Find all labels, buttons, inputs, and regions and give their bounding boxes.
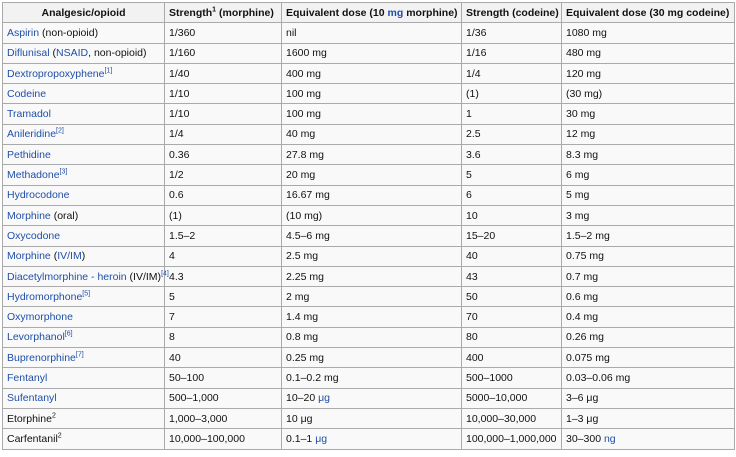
cell-text: 70 <box>466 311 478 324</box>
citation-footnote[interactable]: [2] <box>56 127 64 135</box>
drug-link[interactable]: Hydromorphone <box>7 290 83 303</box>
strength-codeine-cell <box>462 368 562 388</box>
citation-footnote: 2 <box>57 432 62 440</box>
strength-morphine-cell <box>165 429 282 449</box>
cell-text: 40 mg <box>286 128 316 141</box>
cell-text: (1) <box>466 87 479 100</box>
strength-codeine-cell <box>462 246 562 266</box>
header-dose-codeine-label: Equivalent dose (30 mg codeine) <box>566 6 730 19</box>
dose-morphine-cell <box>282 348 462 368</box>
drug-link[interactable]: Oxycodone <box>7 229 61 242</box>
strength-codeine-cell <box>462 307 562 327</box>
table-row <box>3 205 735 225</box>
cell-text: 1/36 <box>466 26 487 39</box>
header-analgesic <box>3 3 165 23</box>
cell-text: 20 mg <box>286 169 316 182</box>
dose-codeine-cell <box>562 84 735 104</box>
strength-codeine-cell <box>462 205 562 225</box>
drug-link[interactable]: Fentanyl <box>7 371 48 384</box>
dose-morphine-cell <box>282 205 462 225</box>
cell-text: 8 <box>169 331 175 344</box>
citation-footnote: 2 <box>51 412 56 420</box>
strength-codeine-cell <box>462 266 562 286</box>
table-row <box>3 368 735 388</box>
drug-link[interactable]: Pethidine <box>7 148 51 161</box>
dose-codeine-cell <box>562 388 735 408</box>
dose-codeine-cell <box>562 165 735 185</box>
dose-morphine-cell <box>282 124 462 144</box>
dose-codeine-cell <box>562 43 735 63</box>
strength-codeine-cell <box>462 388 562 408</box>
table-row <box>3 226 735 246</box>
cell-text: 3 mg <box>566 209 590 222</box>
cell-text: 0.6 <box>169 189 184 202</box>
header-strength-suffix: (morphine) <box>216 6 274 19</box>
dose-morphine-cell <box>282 226 462 246</box>
cell-text: 0.075 mg <box>566 351 610 364</box>
dose-codeine-cell <box>562 246 735 266</box>
cell-text: 50 <box>466 290 478 303</box>
strength-codeine-cell <box>462 124 562 144</box>
cell-text: 0.25 mg <box>286 351 324 364</box>
strength-codeine-cell <box>462 104 562 124</box>
strength-codeine-cell <box>462 327 562 347</box>
cell-text: 80 <box>466 331 478 344</box>
table-row <box>3 429 735 449</box>
cell-text: 0.7 mg <box>566 270 599 283</box>
analgesic-cell <box>3 368 165 388</box>
table-row <box>3 327 735 347</box>
drug-link[interactable]: Hydrocodone <box>7 189 70 202</box>
cell-text: 3.6 <box>466 148 481 161</box>
analgesic-cell <box>3 408 165 428</box>
cell-text: Carfentanil <box>7 432 58 445</box>
analgesic-cell <box>3 226 165 246</box>
strength-codeine-cell <box>462 145 562 165</box>
cell-text: 400 mg <box>286 67 322 80</box>
cell-text: (30 mg) <box>566 87 603 100</box>
unit-link[interactable]: μg <box>315 432 328 445</box>
drug-link[interactable]: Morphine <box>7 250 51 263</box>
strength-codeine-cell <box>462 43 562 63</box>
dose-codeine-cell <box>562 266 735 286</box>
table-row <box>3 104 735 124</box>
strength-codeine-cell <box>462 226 562 246</box>
analgesic-cell <box>3 348 165 368</box>
cell-text: 0.8 mg <box>286 331 319 344</box>
cell-text: 12 mg <box>566 128 596 141</box>
header-analgesic-label: Analgesic/opioid <box>41 6 126 19</box>
citation-footnote[interactable]: [1] <box>104 67 113 75</box>
cell-text: 30–300 <box>566 432 604 445</box>
citation-footnote[interactable]: [4] <box>161 270 169 277</box>
strength-morphine-cell <box>165 348 282 368</box>
dose-codeine-cell <box>562 185 735 205</box>
dose-codeine-cell <box>562 327 735 347</box>
strength-morphine-cell <box>165 43 282 63</box>
citation-footnote[interactable]: [7] <box>75 351 84 359</box>
drug-link[interactable]: NSAID <box>56 47 89 60</box>
strength-codeine-cell <box>462 408 562 428</box>
analgesic-cell <box>3 246 165 266</box>
cell-text: 500–1,000 <box>169 392 219 405</box>
strength-morphine-cell <box>165 145 282 165</box>
strength-morphine-cell <box>165 307 282 327</box>
cell-text: 100 mg <box>286 87 322 100</box>
table-row <box>3 388 735 408</box>
analgesic-cell <box>3 23 165 43</box>
cell-text: (10 mg) <box>286 209 323 222</box>
dose-codeine-cell <box>562 23 735 43</box>
strength-morphine-cell <box>165 185 282 205</box>
drug-link[interactable]: Tramadol <box>7 108 51 121</box>
dose-morphine-cell <box>282 429 462 449</box>
cell-text: 0.1–1 <box>286 432 316 445</box>
strength-codeine-cell <box>462 63 562 83</box>
dose-codeine-cell <box>562 348 735 368</box>
header-dose-codeine <box>562 3 735 23</box>
dose-codeine-cell <box>562 124 735 144</box>
strength-codeine-cell <box>462 165 562 185</box>
cell-text: 0.6 mg <box>566 290 599 303</box>
table-row <box>3 124 735 144</box>
strength-morphine-cell <box>165 368 282 388</box>
citation-footnote[interactable]: [6] <box>64 330 73 338</box>
dose-codeine-cell <box>562 429 735 449</box>
cell-text: 27.8 mg <box>286 148 324 161</box>
analgesic-cell <box>3 388 165 408</box>
analgesic-cell <box>3 43 165 63</box>
dose-codeine-cell <box>562 205 735 225</box>
dose-morphine-cell <box>282 287 462 307</box>
drug-link[interactable]: Diflunisal <box>7 47 50 60</box>
strength-codeine-cell <box>462 287 562 307</box>
analgesic-cell <box>3 165 165 185</box>
cell-text: 2 mg <box>286 290 310 303</box>
cell-text: 1080 mg <box>566 26 607 39</box>
dose-morphine-cell <box>282 327 462 347</box>
header-dose-prefix: Equivalent dose (10 <box>286 6 388 19</box>
analgesic-cell <box>3 145 165 165</box>
table-row <box>3 408 735 428</box>
drug-link[interactable]: IV/IM <box>57 250 82 263</box>
table-row <box>3 43 735 63</box>
strength-morphine-cell <box>165 327 282 347</box>
cell-text: 1/10 <box>169 87 190 100</box>
cell-text: 0.1–0.2 mg <box>286 371 339 384</box>
cell-text: 1/16 <box>466 47 487 60</box>
dose-codeine-cell <box>562 368 735 388</box>
cell-text: 4.5–6 mg <box>286 229 330 242</box>
cell-text: 1/160 <box>169 47 196 60</box>
header-footnote: 1 <box>212 6 217 14</box>
cell-text: 2.5 mg <box>286 250 319 263</box>
drug-link[interactable]: Morphine <box>7 209 51 222</box>
cell-text: 1/360 <box>169 26 196 39</box>
analgesic-cell <box>3 205 165 225</box>
cell-text: nil <box>286 26 297 39</box>
table-row <box>3 145 735 165</box>
drug-link[interactable]: Buprenorphine <box>7 351 76 364</box>
strength-codeine-cell <box>462 84 562 104</box>
analgesic-cell <box>3 307 165 327</box>
cell-text: (oral) <box>50 209 79 222</box>
cell-text: 1–3 μg <box>566 412 599 425</box>
table-row <box>3 307 735 327</box>
drug-link[interactable]: Methadone <box>7 169 60 182</box>
strength-morphine-cell <box>165 63 282 83</box>
header-dose-morphine <box>282 3 462 23</box>
dose-morphine-cell <box>282 246 462 266</box>
strength-morphine-cell <box>165 84 282 104</box>
table-row <box>3 165 735 185</box>
strength-morphine-cell <box>165 246 282 266</box>
drug-link[interactable]: Oxymorphone <box>7 311 73 324</box>
cell-text: 15–20 <box>466 229 496 242</box>
table-body <box>3 23 735 449</box>
dose-morphine-cell <box>282 266 462 286</box>
cell-text: 2.5 <box>466 128 481 141</box>
drug-link[interactable]: Dextropropoxyphene <box>7 67 105 80</box>
dose-morphine-cell <box>282 368 462 388</box>
table-header-row <box>3 3 735 23</box>
dose-codeine-cell <box>562 408 735 428</box>
cell-text: 4.3 <box>169 270 184 283</box>
cell-text: ( <box>49 47 57 60</box>
cell-text: 5 <box>169 290 175 303</box>
table-row <box>3 63 735 83</box>
cell-text: ( <box>50 250 58 263</box>
cell-text: 480 mg <box>566 47 602 60</box>
analgesic-cell <box>3 185 165 205</box>
strength-morphine-cell <box>165 124 282 144</box>
cell-text: 1600 mg <box>286 47 327 60</box>
strength-morphine-cell <box>165 388 282 408</box>
analgesic-cell <box>3 63 165 83</box>
cell-text: 1/40 <box>169 67 190 80</box>
opioid-equivalence-table <box>2 2 735 450</box>
drug-link[interactable]: Anileridine <box>7 128 57 141</box>
strength-morphine-cell <box>165 408 282 428</box>
cell-text: 43 <box>466 270 478 283</box>
strength-morphine-cell <box>165 287 282 307</box>
dose-codeine-cell <box>562 287 735 307</box>
header-mg-link[interactable]: mg <box>387 6 404 19</box>
analgesic-cell <box>3 327 165 347</box>
unit-link[interactable]: ng <box>603 432 616 445</box>
analgesic-cell <box>3 84 165 104</box>
cell-text: 4 <box>169 250 175 263</box>
cell-text: 16.67 mg <box>286 189 330 202</box>
cell-text: 100 mg <box>286 108 322 121</box>
cell-text: 10 <box>466 209 478 222</box>
dose-codeine-cell <box>562 63 735 83</box>
header-strength-morphine <box>165 3 282 23</box>
strength-morphine-cell <box>165 165 282 185</box>
table-row <box>3 246 735 266</box>
table-row <box>3 185 735 205</box>
dose-codeine-cell <box>562 226 735 246</box>
cell-text: ) <box>81 250 86 263</box>
drug-link[interactable]: Sufentanyl <box>7 392 57 405</box>
cell-text: 120 mg <box>566 67 602 80</box>
dose-morphine-cell <box>282 145 462 165</box>
dose-morphine-cell <box>282 63 462 83</box>
table-row <box>3 23 735 43</box>
cell-text: (1) <box>169 209 182 222</box>
cell-text: 40 <box>169 351 181 364</box>
dose-morphine-cell <box>282 388 462 408</box>
analgesic-cell <box>3 104 165 124</box>
dose-codeine-cell <box>562 307 735 327</box>
cell-text: 3–6 μg <box>566 392 599 405</box>
table-row <box>3 348 735 368</box>
strength-morphine-cell <box>165 23 282 43</box>
cell-text: 6 <box>466 189 472 202</box>
strength-codeine-cell <box>462 23 562 43</box>
strength-morphine-cell <box>165 226 282 246</box>
cell-text: 30 mg <box>566 108 596 121</box>
strength-morphine-cell <box>165 266 282 286</box>
table-row <box>3 266 735 286</box>
header-strength-label: Strength <box>169 6 213 19</box>
cell-text: 10–20 <box>286 392 319 405</box>
cell-text: 5000–10,000 <box>466 392 528 405</box>
drug-link[interactable]: Aspirin <box>7 26 40 39</box>
table-row <box>3 287 735 307</box>
cell-text: 0.26 mg <box>566 331 604 344</box>
header-strength-codeine-label: Strength (codeine) <box>466 6 559 19</box>
cell-text: 400 <box>466 351 484 364</box>
cell-text: 50–100 <box>169 371 205 384</box>
table-row <box>3 84 735 104</box>
cell-text: 1,000–3,000 <box>169 412 228 425</box>
strength-morphine-cell <box>165 205 282 225</box>
analgesic-cell <box>3 266 169 286</box>
dose-morphine-cell <box>282 408 462 428</box>
analgesic-cell <box>3 124 165 144</box>
cell-text: 500–1000 <box>466 371 513 384</box>
cell-text: 0.03–0.06 mg <box>566 371 631 384</box>
cell-text: 5 mg <box>566 189 590 202</box>
cell-text: (IV/IM) <box>126 270 162 283</box>
header-dose-suffix: morphine) <box>403 6 458 19</box>
cell-text: , non-opioid) <box>88 47 147 60</box>
cell-text: 40 <box>466 250 478 263</box>
cell-text: 1 <box>466 108 472 121</box>
cell-text: 10 μg <box>286 412 313 425</box>
dose-morphine-cell <box>282 104 462 124</box>
dose-morphine-cell <box>282 84 462 104</box>
dose-codeine-cell <box>562 145 735 165</box>
cell-text: 10,000–100,000 <box>169 432 245 445</box>
cell-text: 2.25 mg <box>286 270 324 283</box>
cell-text: 1/2 <box>169 169 184 182</box>
cell-text: 1.5–2 mg <box>566 229 610 242</box>
strength-codeine-cell <box>462 185 562 205</box>
drug-link[interactable]: Levorphanol <box>7 331 65 344</box>
drug-link[interactable]: Diacetylmorphine - heroin <box>7 270 127 283</box>
cell-text: 0.36 <box>169 148 190 161</box>
cell-text: 1.5–2 <box>169 229 196 242</box>
strength-morphine-cell <box>165 104 282 124</box>
cell-text: 1/4 <box>466 67 481 80</box>
cell-text: 5 <box>466 169 472 182</box>
cell-text: 1/4 <box>169 128 184 141</box>
dose-morphine-cell <box>282 185 462 205</box>
cell-text: (non-opioid) <box>39 26 99 39</box>
strength-codeine-cell <box>462 429 562 449</box>
strength-codeine-cell <box>462 348 562 368</box>
cell-text: 10,000–30,000 <box>466 412 537 425</box>
dose-morphine-cell <box>282 23 462 43</box>
unit-link[interactable]: μg <box>318 392 331 405</box>
analgesic-cell <box>3 429 165 449</box>
cell-text: 8.3 mg <box>566 148 599 161</box>
dose-morphine-cell <box>282 165 462 185</box>
cell-text: Etorphine <box>7 412 52 425</box>
cell-text: 6 mg <box>566 169 590 182</box>
dose-codeine-cell <box>562 104 735 124</box>
cell-text: 0.4 mg <box>566 311 599 324</box>
cell-text: 1.4 mg <box>286 311 319 324</box>
analgesic-cell <box>3 287 165 307</box>
cell-text: 1/10 <box>169 108 190 121</box>
drug-link[interactable]: Codeine <box>7 87 47 100</box>
dose-morphine-cell <box>282 307 462 327</box>
cell-text: 0.75 mg <box>566 250 604 263</box>
citation-footnote[interactable]: [3] <box>59 168 68 176</box>
dose-morphine-cell <box>282 43 462 63</box>
citation-footnote[interactable]: [5] <box>82 290 91 298</box>
cell-text: 7 <box>169 311 175 324</box>
header-strength-codeine <box>462 3 562 23</box>
cell-text: 100,000–1,000,000 <box>466 432 557 445</box>
